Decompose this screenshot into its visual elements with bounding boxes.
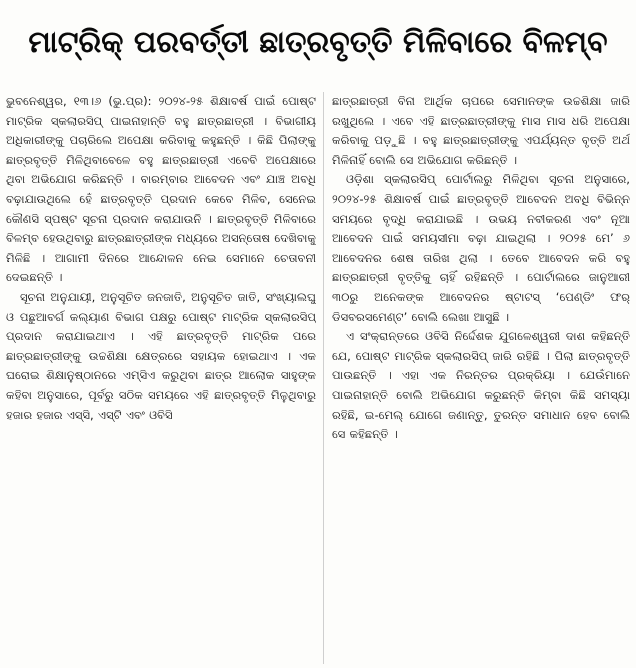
paragraph: ଭୁବନେଶ୍ୱର, ୧୩।୬ (ଭୁ.ପ୍ର): ୨୦୨୪-୨୫ ଶିକ୍ଷାବର୍ଷ ପାଇଁ ପୋଷ୍ଟ ମାଟ୍ରିକ ସ୍କଲାରସିପ୍ ପାଇନାହାନ୍ତି ବହୁ ଛାତ୍ରଛାତ୍ରୀ । ବିଭାଗୀୟ ଅଧିକାରୀଙ୍କୁ ପଚାରିଲେ ଅପେକ୍ଷା କରିବାକୁ କହୁଛନ୍ତି । କିଛି ପିଲାଙ୍କୁ ଛାତ୍ରବୃତ୍ତି ମିଳିଥିବାବେଳେ ବହୁ ଛାତ୍ରଛାତ୍ରୀ ଏବେବି ଅପେକ୍ଷାରେ ଥିବା ଅଭିଯୋଗ କରିଛନ୍ତି । ବାରମ୍ବାର ଆବେଦନ ଏବଂ ଯାଞ୍ଚ ଅବଧି ବଢ଼ାଯାଉଥିଲେ ହେଁ ଛାତ୍ରବୃତ୍ତି ପ୍ରଦାନ କେବେ ମିଳିବ, ସେନେଇ କୌଣସି ସ୍ପଷ୍ଟ ସୂଚନା ପ୍ରଦାନ କରାଯାଉନି । ଛାତ୍ରବୃତ୍ତି ମିଳିବାରେ ବିଳମ୍ବ ହେଉଥିବାରୁ ଛାତ୍ରଛାତ୍ରୀଙ୍କ ମଧ୍ୟରେ ଅସନ୍ତୋଷ ଦେଖିବାକୁ ମିଳିଛି । ଆଗାମୀ ଦିନରେ ଆନ୍ଦୋଳନ ନେଇ ସେମାନେ ଚେତାବନୀ ଦେଇଛନ୍ତି । [6, 94, 316, 285]
paragraph: ଏ ସଂକ୍ରାନ୍ତରେ ଓବିସି ନିର୍ଦ୍ଦେଶକ ଯୁଗଳେଶ୍ୱରୀ ଦାଶ କହିଛନ୍ତି ଯେ, ପୋଷ୍ଟ ମାଟ୍ରିକ ସ୍କଲାରସିପ୍ ଜାରି ରହିଛି । ପିଲା ଛାତ୍ରବୃତ୍ତି ପାଉଛନ୍ତି । ଏହା ଏକ ନିରନ୍ତର ପ୍ରକ୍ରିୟା । ଯେଉଁମାନେ ପାଇନାହାନ୍ତି ବୋଲି ଅଭିଯୋଗ କରୁଛନ୍ତି କିମ୍ବା କିଛି ସମସ୍ୟା ରହିଛି, ଇ-ମେଲ୍ ଯୋଗେ ଜଣାନ୍ତୁ, ତୁରନ୍ତ ସମାଧାନ ହେବ ବୋଲି ସେ କହିଛନ୍ତି । [332, 329, 630, 442]
paragraph: ଛାତ୍ରଛାତ୍ରୀ ବିନା ଆର୍ଥିକ ଚାପରେ ସେମାନଙ୍କ ଉଚ୍ଚଶିକ୍ଷା ଜାରି ରଖୁଥିଲେ । ଏବେ ଏହି ଛାତ୍ରଛାତ୍ରୀଙ୍କୁ ମାସ ମାସ ଧରି ଅପେକ୍ଷା କରିବାକୁ ପଡ଼ୁଛି । ବହୁ ଛାତ୍ରଛାତ୍ରୀଙ୍କୁ ଏପର୍ଯ୍ୟନ୍ତ ବୃତ୍ତି ଅର୍ଥ ମିଳିନାହିଁ ବୋଲି ସେ ଅଭିଯୋଗ କରିଛନ୍ତି । [332, 94, 630, 167]
right-column [332, 92, 630, 664]
left-column [6, 92, 316, 664]
article-body [6, 92, 630, 664]
headline: ମାଟ୍ରିକ୍ ପରବର୍ତ୍ତୀ ଛାତ୍ରବୃତ୍ତି ମିଳିବାରେ ବିଳମ୍ବ [28, 24, 608, 60]
paragraph: ସୂଚନା ଅନୁଯାୟୀ, ଅନୁସୂଚିତ ଜନଜାତି, ଅନୁସୂଚିତ ଜାତି, ସଂଖ୍ୟାଲଘୁ ଓ ପଛୁଆବର୍ଗ କଲ୍ୟାଣ ବିଭାଗ ପକ୍ଷରୁ ପୋଷ୍ଟ ମାଟ୍ରିକ ସ୍କଲାରସିପ୍ ପ୍ରଦାନ କରାଯାଇଥାଏ । ଏହି ଛାତ୍ରବୃତ୍ତି ମାଟ୍ରିକ ପରେ ଛାତ୍ରଛାତ୍ରୀଙ୍କୁ ଉଚ୍ଚଶିକ୍ଷା କ୍ଷେତ୍ରରେ ସହାୟକ ହୋଇଥାଏ । ଏକ ଘରୋଇ ଶିକ୍ଷାନୁଷ୍ଠାନରେ ଏମ୍‌ସିଏ କରୁଥିବା ଛାତ୍ର ଆଲୋକ ସାହୁଙ୍କ କହିବା ଅନୁସାରେ, ପୂର୍ବରୁ ସଠିକ ସମୟରେ ଏହି ଛାତ୍ରବୃତ୍ତି ମିଳୁଥିବାରୁ ହଜାର ହଜାର ଏସ୍‌ସି, ଏସ୍‌ଟି ଏବଂ ଓବିସି [6, 289, 316, 422]
paragraph: ଓଡ଼ିଶା ସ୍କଲାରସିପ୍ ପୋର୍ଟାଲରୁ ମିଳିଥିବା ସୂଚନା ଅନୁସାରେ, ୨୦୨୪-୨୫ ଶିକ୍ଷାବର୍ଷ ପାଇଁ ଛାତ୍ରବୃତ୍ତି ଆବେଦନ ଅବଧି ବିଭିନ୍ନ ସମୟରେ ବୃଦ୍ଧି କରାଯାଇଛି । ଉଭୟ ନବୀକରଣ ଏବଂ ନୂଆ ଆବେଦନ ପାଇଁ ସମୟସୀମା ବଢ଼ା ଯାଇଥିଲା । ୨୦୨୫ ମେ’ ୬ ଆବେଦନର ଶେଷ ତାରିଖ ଥିଲା । ତେବେ ଆବେଦନ କରି ବହୁ ଛାତ୍ରଛାତ୍ରୀ ବୃତ୍ତିକୁ ଚାହିଁ ରହିଛନ୍ତି । ପୋର୍ଟାଲରେ ଜାନୁଆରୀ ୩୦ରୁ ଅନେକଙ୍କ ଆବେଦନର ଷ୍ଟାଟସ୍ ‘ପେଣ୍ଡିଂ ଫର୍ ଡିସବରସମେଣ୍ଟ’ ବୋଲି ଲେଖା ଆସୁଛି । [332, 172, 630, 324]
column-divider [323, 92, 324, 664]
